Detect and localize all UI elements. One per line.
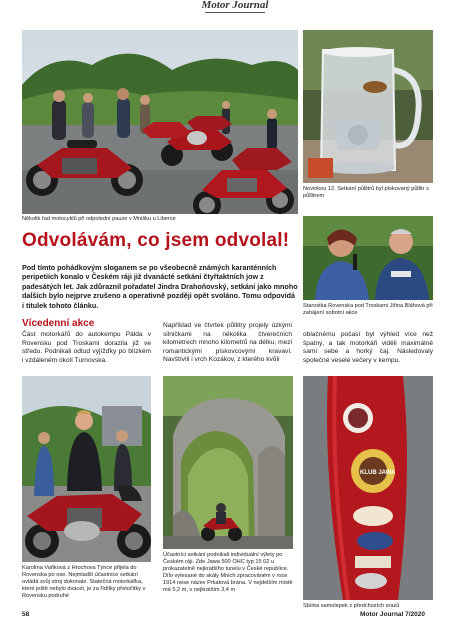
photo-glass-mug [303, 30, 433, 183]
rock-tunnel-illustration [163, 376, 293, 549]
masthead-rule [205, 12, 265, 13]
mayor-speech-illustration [303, 216, 433, 300]
article-body-col3: oblačnému počasí byl výhled více než špatný, a tak motorkáři viděli maximálně sami sebe a horký čaj. Následovaly společné veselé večery v kempu. [303, 331, 433, 364]
photo-young-rider [22, 376, 151, 562]
young-rider-illustration [22, 376, 151, 562]
photo-mayor-speech [303, 216, 433, 300]
caption-young-rider: Karolína Vaňková z Hrochova Týnce přijela do Rovenska po ose. Nejmladší účastnice setkání ovládá svůj stroj dokonale. Statečná motorkářka, které ještě nebylo dvacet, je za řídítky přetočitky v Rovensku podruhé [22, 565, 146, 599]
article-headline: Odvolávám, co jsem odvolal! [22, 230, 290, 251]
issue-label: Motor Journal 7/2020 [360, 611, 426, 618]
caption-glass-mug: Novinkou 12. Setkání půllitrů byl pískovaný půllitr s půllitrem [303, 186, 429, 199]
article-subhead: Vícedenní akce [22, 318, 95, 329]
caption-rock-tunnel: Účastníci setkání podnikali individuální výlety po Českém ráji. Zde Jawa 500 OHC typ 15 02 u prokazatelně nejkratšího tunelu v České republice. Dílo vytesané do skály Mnich zpracováném v roce 1914 nese název Prkatová brána. V nejdelším místě má 5,2 m, v nejkratším 3,4 m [163, 552, 293, 593]
photo-rock-tunnel [163, 376, 293, 549]
article-lead: Pod tímto pohádkovým sloganem se po všeobecně známých karanténních peripetiích konalo v Českém ráji již dvanácté setkání čtyřtaktních jow z padesátých let. Jak zdůraznil pořadatel Jindra Drahoňovský, setkání jako mnoho dalších bylo nejprve zrušeno a operativně později opět svoláno. Tomu odpovídá i titulek tohoto článku. [22, 263, 298, 310]
photo-motorcycle-rows [22, 30, 298, 214]
sticker-collection-illustration [303, 376, 433, 600]
article-body-col1: Část motorkářů do autokempu Pálda v Rovensku pod Troskami dorazila již ve středu. Podnikali odtud výjížďky po blízkém i vzdáleném okolí Turnovska. [22, 331, 151, 364]
page-number: 58 [22, 611, 30, 618]
masthead-title: Motor Journal [201, 0, 269, 11]
masthead-logo [190, 0, 280, 22]
glass-mug-illustration [303, 30, 433, 183]
caption-sticker-collection: Sbírka samolepek z předchozích srazů [303, 603, 400, 609]
caption-motorcycle-rows: Několik řad motocyklů při odpolední pauze v Mnišku u Liberce [22, 216, 176, 222]
sticker-text: KLUB JAWA [360, 470, 396, 476]
caption-mayor-speech: Starostka Rovenska pod Troskami Jiřina Bláhová při zahájení sobotní akce [303, 303, 433, 316]
photo-sticker-collection [303, 376, 433, 600]
motorcycle-rows-illustration [22, 30, 298, 214]
article-body-col2: Například ve čtvrtek půllitry projely úzkými silničkami na několika čtverečních kilometrech mnoho kilometrů na délku, mezi romantickými pískovcovými kravaví. Navštívili i vrch Kozákov, z kterého kvůli [163, 322, 292, 364]
